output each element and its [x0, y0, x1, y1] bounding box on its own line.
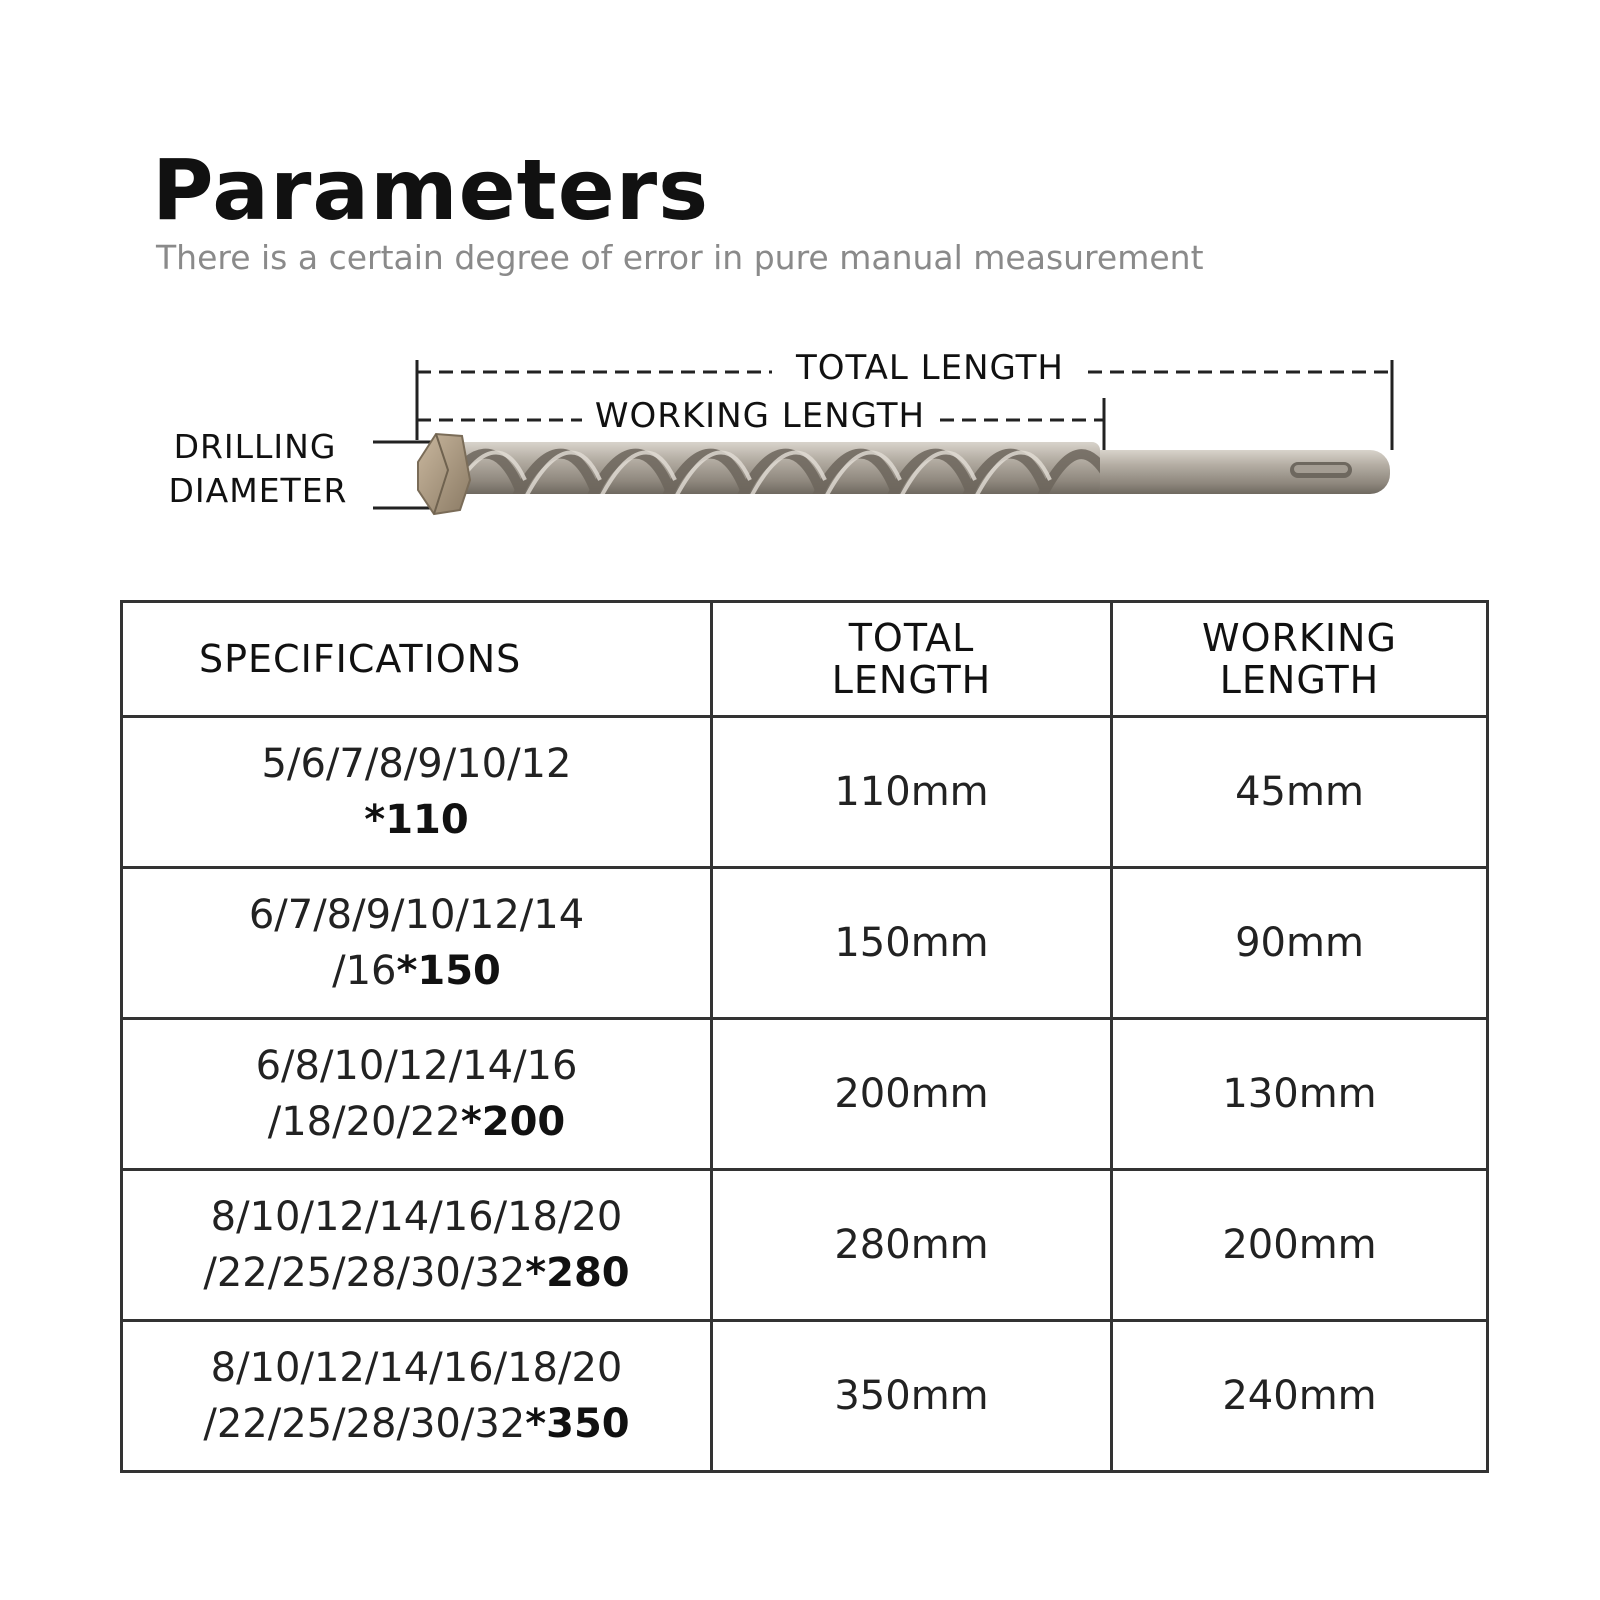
working-length-cell: 45mm: [1112, 717, 1488, 868]
spec-diameters-cont: /18/20/22: [267, 1099, 461, 1145]
spec-length-code: *280: [525, 1250, 630, 1296]
spec-diameters-cont: /22/25/28/30/32: [203, 1401, 526, 1447]
total-length-cell: 110mm: [712, 717, 1112, 868]
spec-size-line: [123, 1094, 710, 1150]
working-length-label: WORKING LENGTH: [594, 396, 926, 436]
drill-bit-image: [418, 434, 1390, 514]
spec-diameters: 8/10/12/14/16/18/20: [210, 1345, 623, 1391]
table-header-row: [122, 602, 1488, 717]
working-length-cell: 240mm: [1112, 1321, 1488, 1472]
spec-length-code: *110: [364, 797, 469, 843]
total-length-cell: 150mm: [712, 868, 1112, 1019]
spec-length-code: *350: [525, 1401, 630, 1447]
page-subtitle: There is a certain degree of error in pure manual measurement: [156, 238, 1204, 277]
total-length-cell: 350mm: [712, 1321, 1112, 1472]
specifications-table: [120, 600, 1489, 1473]
table-row: [122, 868, 1488, 1019]
drilling-diameter-label-line1: DRILLING: [173, 427, 337, 466]
header-working-length-line2: LENGTH: [1219, 658, 1380, 702]
spec-size-line: [123, 792, 710, 848]
spec-diameters-cont: /22/25/28/30/32: [203, 1250, 526, 1296]
spec-length-code: *200: [460, 1099, 566, 1145]
spec-diameters-cont: /16: [332, 948, 397, 994]
header-working-length-line1: WORKING: [1202, 616, 1397, 660]
spec-length-code: *150: [396, 948, 501, 994]
drill-bit-diagram: [0, 330, 1600, 550]
header-total-length-line2: LENGTH: [831, 658, 992, 702]
table-row: [122, 1321, 1488, 1472]
spec-diameters: 5/6/7/8/9/10/12: [261, 741, 572, 787]
header-total-length: [712, 602, 1112, 717]
working-length-cell: 130mm: [1112, 1019, 1488, 1170]
header-working-length: [1112, 602, 1488, 717]
spec-diameters: 8/10/12/14/16/18/20: [210, 1194, 623, 1240]
header-total-length-line1: TOTAL: [848, 616, 975, 660]
table-row: [122, 717, 1488, 868]
header-specifications: SPECIFICATIONS: [122, 602, 712, 717]
spec-cell: [122, 1321, 712, 1472]
spec-cell: [122, 868, 712, 1019]
spec-cell: [122, 717, 712, 868]
spec-size-line: [123, 943, 710, 999]
spec-cell: [122, 1170, 712, 1321]
total-length-label: TOTAL LENGTH: [796, 348, 1064, 388]
spec-cell: [122, 1019, 712, 1170]
spec-diameters: 6/7/8/9/10/12/14: [248, 892, 585, 938]
spec-size-line: [123, 1396, 710, 1452]
page-title: Parameters: [152, 141, 710, 239]
spec-diameters: 6/8/10/12/14/16: [255, 1043, 578, 1089]
drilling-diameter-label-line2: DIAMETER: [168, 471, 348, 510]
working-length-cell: 90mm: [1112, 868, 1488, 1019]
total-length-cell: 200mm: [712, 1019, 1112, 1170]
table-row: [122, 1170, 1488, 1321]
spec-size-line: [123, 1245, 710, 1301]
table-row: [122, 1019, 1488, 1170]
working-length-cell: 200mm: [1112, 1170, 1488, 1321]
total-length-cell: 280mm: [712, 1170, 1112, 1321]
